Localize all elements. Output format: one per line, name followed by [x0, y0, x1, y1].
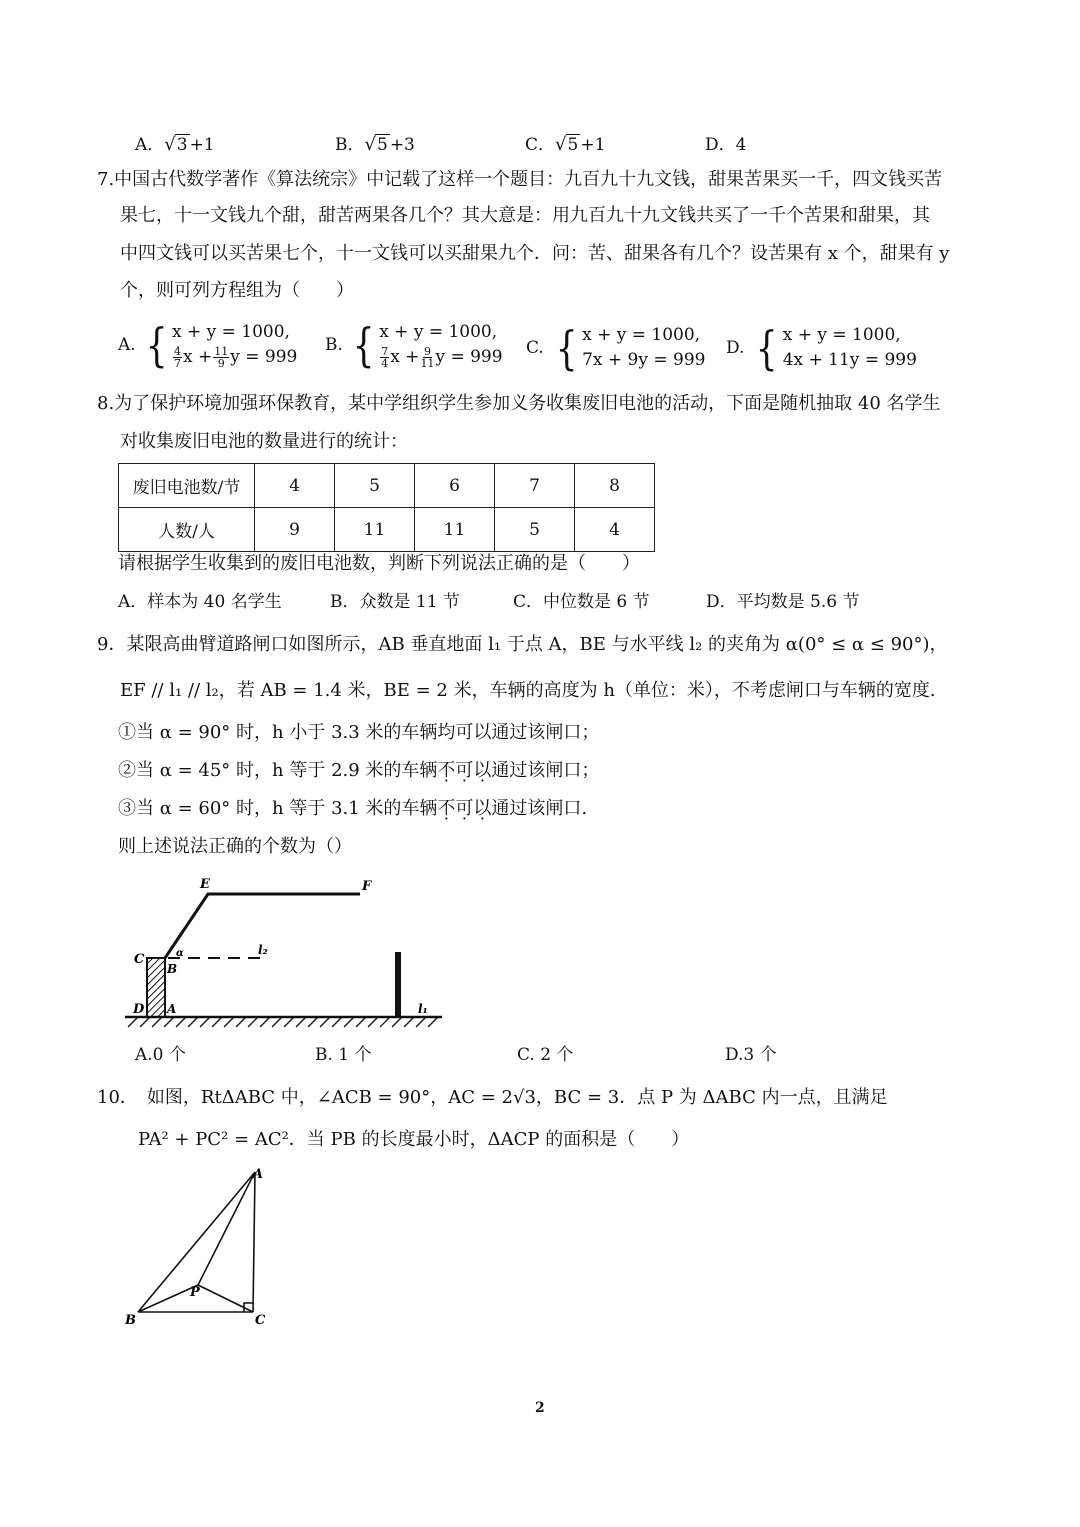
q6-option-c: C．√5 +1 — [525, 134, 606, 155]
q6-option-d: D．4 — [705, 135, 747, 155]
label-c: C — [255, 1313, 266, 1328]
q7-option-d: D. { x + y = 1000, 4x + 11y = 999 — [726, 321, 917, 375]
q8-option-d: D．平均数是 5.6 节 — [706, 592, 860, 612]
q7-line-1: 7.中国古代数学著作《算法统宗》中记载了这样一个题目：九百九十九文钱，甜果苦果买一千，四文钱买苦 — [97, 169, 943, 190]
q8-line-3: 请根据学生收集到的废旧电池数，判断下列说法正确的是（ ） — [118, 553, 640, 574]
q8-line-2: 对收集废旧电池的数量进行的统计： — [120, 431, 408, 452]
table-cell: 8 — [575, 464, 655, 508]
table-cell: 11 — [415, 508, 495, 552]
label-b: B — [167, 962, 178, 976]
q7-line-3: 中四文钱可以买苦果七个，十一文钱可以买甜果九个．问：苦、甜果各有几个？设苦果有 x 个，甜果有 y — [120, 243, 950, 264]
label-a: A — [253, 1167, 264, 1182]
q9-line-2: EF // l₁ // l₂，若 AB = 1.4 米，BE = 2 米，车辆的高度为 h（单位：米），不考虑闸口与车辆的宽度. — [120, 680, 936, 701]
q9-gate-figure — [120, 870, 450, 1030]
q9-option-c: C. 2 个 — [517, 1045, 574, 1065]
label-d: D — [133, 1002, 145, 1017]
segment-ap — [198, 1172, 255, 1285]
q8-option-c: C．中位数是 6 节 — [513, 592, 650, 612]
label-b: B — [125, 1313, 136, 1328]
gate-post — [147, 958, 165, 1017]
segment-bp — [138, 1285, 198, 1312]
q9-statement-1: ①当 α = 90° 时，h 小于 3.3 米的车辆均可以通过该闸口； — [118, 722, 600, 743]
q9-option-a: A.0 个 — [135, 1045, 186, 1065]
q10-line-2: PA² + PC² = AC²．当 PB 的长度最小时，ΔACP 的面积是（ ） — [138, 1129, 690, 1150]
label-a: A — [167, 1002, 177, 1016]
q7-option-c: C. { x + y = 1000, 7x + 9y = 999 — [526, 321, 706, 375]
ground-hatch — [128, 1017, 438, 1027]
q6-option-a: A．√3 +1 — [135, 134, 215, 155]
q7-line-4: 个，则可列方程组为（ ） — [120, 280, 354, 301]
table-header-cell: 废旧电池数/节 — [119, 464, 255, 508]
q9-line-1: 9．某限高曲臂道路闸口如图所示，AB 垂直地面 l₁ 于点 A，BE 与水平线 l₂ 的夹角为 α(0° ≤ α ≤ 90°)， — [97, 634, 948, 655]
q10-line-1: 10． 如图，RtΔABC 中，∠ACB = 90°，AC = 2√3，BC = 3．点 P 为 ΔABC 内一点，且满足 — [97, 1087, 888, 1108]
table-header-cell: 人数/人 — [119, 508, 255, 552]
table-cell: 9 — [255, 508, 335, 552]
table-cell: 4 — [255, 464, 335, 508]
label-f: F — [362, 879, 372, 894]
table-row — [119, 464, 655, 508]
label-e: E — [200, 877, 210, 892]
q6-option-b: B．√5 +3 — [335, 134, 415, 155]
table-cell: 6 — [415, 464, 495, 508]
q7-option-b: B. { x + y = 1000, $\frac{7}{4}$ x + $\frac{9}{11}$ y = 999 — [325, 318, 503, 372]
q7-line-2: 果七，十一文钱九个甜，甜苦两果各几个？其大意是：用九百九十九文钱共买了一千个苦果和甜果，其 — [120, 205, 930, 226]
table-cell: 5 — [335, 464, 415, 508]
q9-question-line: 则上述说法正确的个数为（） — [118, 836, 352, 857]
page-number: 2 — [535, 1400, 545, 1416]
q7-option-a: A. { x + y = 1000, $\frac{4}{7}$ x + $\frac{11}{9}$ y = 999 — [118, 318, 298, 372]
label-c: C — [134, 952, 145, 967]
q9-statement-2: ②当 α = 45° 时，h 等于 2.9 米的车辆不可以通过该闸口； — [118, 760, 600, 781]
table-row — [119, 508, 655, 552]
q9-option-b: B. 1 个 — [315, 1045, 372, 1065]
label-alpha: α — [176, 948, 184, 959]
table-cell: 5 — [495, 508, 575, 552]
vertical-pole — [395, 952, 401, 1017]
q10-triangle-figure — [120, 1160, 280, 1335]
label-l2: l₂ — [258, 943, 268, 957]
label-l1: l₁ — [418, 1002, 428, 1016]
q8-line-1: 8.为了保护环境加强环保教育，某中学组织学生参加义务收集废旧电池的活动，下面是随机抽取 40 名学生 — [97, 393, 941, 414]
q8-option-a: A．样本为 40 名学生 — [118, 592, 282, 612]
table-cell: 7 — [495, 464, 575, 508]
table-cell: 4 — [575, 508, 655, 552]
table-cell: 11 — [335, 508, 415, 552]
q9-option-d: D.3 个 — [725, 1045, 777, 1065]
q8-data-table — [118, 463, 655, 552]
segment-ac — [253, 1172, 255, 1312]
label-p: P — [190, 1285, 200, 1300]
q9-statement-3: ③当 α = 60° 时，h 等于 3.1 米的车辆不可以通过该闸口. — [118, 798, 588, 819]
q8-option-b: B．众数是 11 节 — [330, 592, 460, 612]
